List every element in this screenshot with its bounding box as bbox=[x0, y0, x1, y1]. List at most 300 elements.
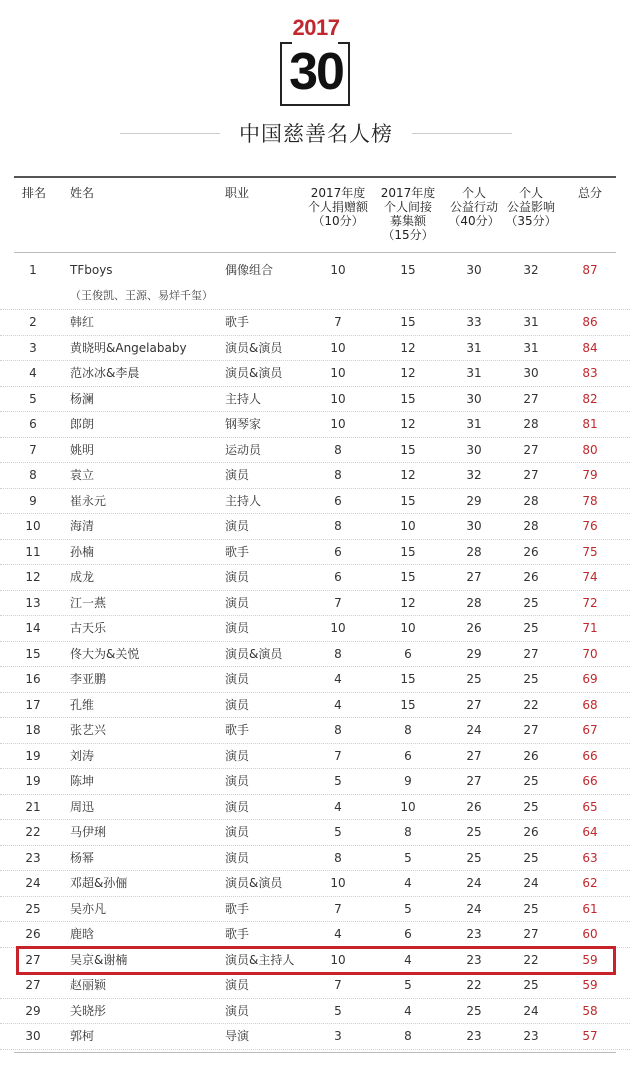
total-score-cell: 87 bbox=[582, 263, 598, 277]
rank-cell: 6 bbox=[29, 417, 37, 431]
table-row bbox=[0, 387, 630, 413]
name-cell: 江一燕 bbox=[70, 595, 107, 610]
total-score-cell: 83 bbox=[582, 366, 598, 380]
influence-cell: 24 bbox=[523, 1003, 539, 1018]
indirect-cell: 15 bbox=[400, 493, 416, 508]
rank-cell: 25 bbox=[25, 901, 41, 916]
name-cell: 邓超&孙俪 bbox=[70, 876, 128, 890]
table-row bbox=[0, 667, 630, 693]
donation-cell: 10 bbox=[330, 952, 346, 967]
rank-cell: 23 bbox=[25, 850, 41, 865]
donation-cell: 4 bbox=[334, 672, 342, 686]
name-cell: 刘涛 bbox=[70, 748, 95, 763]
indirect-cell: 12 bbox=[400, 340, 416, 355]
influence-cell: 25 bbox=[523, 850, 539, 865]
header-action bbox=[444, 186, 504, 228]
donation-cell: 7 bbox=[334, 315, 342, 329]
header-influence-line: 公益影响 bbox=[506, 200, 555, 214]
influence-cell: 27 bbox=[523, 646, 539, 661]
total-score-cell: 84 bbox=[582, 340, 598, 355]
indirect-cell: 12 bbox=[400, 468, 416, 482]
total-score-cell: 68 bbox=[582, 697, 598, 712]
indirect-cell: 4 bbox=[404, 1003, 412, 1018]
indirect-cell: 15 bbox=[400, 697, 416, 712]
group-members-note: （王俊凯、王源、易烊千玺） bbox=[70, 289, 213, 302]
donation-cell: 7 bbox=[334, 978, 342, 992]
logo-number: 30 bbox=[289, 43, 343, 101]
total-score-cell: 65 bbox=[582, 799, 598, 814]
header-indirect-line: 2017年度 bbox=[380, 186, 436, 200]
header-action-line: （40分） bbox=[448, 214, 500, 228]
action-cell: 22 bbox=[466, 978, 482, 992]
total-score-cell: 62 bbox=[582, 876, 598, 890]
donation-cell: 10 bbox=[330, 263, 346, 277]
indirect-cell: 15 bbox=[400, 391, 416, 406]
donation-cell: 10 bbox=[330, 621, 346, 635]
influence-cell: 25 bbox=[523, 774, 539, 788]
donation-cell: 8 bbox=[334, 442, 342, 457]
indirect-cell: 15 bbox=[400, 672, 416, 686]
name-cell: 陈坤 bbox=[70, 774, 95, 788]
total-score-cell: 59 bbox=[582, 978, 598, 992]
donation-cell: 10 bbox=[330, 391, 346, 406]
table-row bbox=[0, 591, 630, 617]
donation-cell: 5 bbox=[334, 1003, 342, 1018]
donation-cell: 8 bbox=[334, 850, 342, 865]
rank-cell: 17 bbox=[25, 697, 41, 712]
indirect-cell: 5 bbox=[404, 978, 412, 992]
job-cell: 歌手 bbox=[225, 315, 250, 329]
logo-year: 2017 bbox=[292, 15, 340, 40]
donation-cell: 6 bbox=[334, 570, 342, 584]
action-cell: 26 bbox=[466, 799, 482, 814]
indirect-cell: 12 bbox=[400, 366, 416, 380]
influence-cell: 27 bbox=[523, 468, 539, 482]
job-cell: 演员&演员 bbox=[225, 366, 283, 380]
job-cell: 演员 bbox=[225, 672, 250, 686]
name-cell: 郭柯 bbox=[70, 1029, 95, 1043]
rank-cell: 1 bbox=[29, 263, 37, 277]
job-cell: 偶像组合 bbox=[225, 263, 274, 277]
indirect-cell: 10 bbox=[400, 621, 416, 635]
job-cell: 演员 bbox=[225, 519, 250, 533]
donation-cell: 7 bbox=[334, 595, 342, 610]
influence-cell: 27 bbox=[523, 442, 539, 457]
name-cell: 黄晓明&Angelababy bbox=[70, 340, 187, 355]
job-cell: 歌手 bbox=[225, 927, 250, 941]
name-cell: 韩红 bbox=[70, 315, 95, 329]
total-score-cell: 80 bbox=[582, 442, 598, 457]
donation-cell: 8 bbox=[334, 519, 342, 533]
name-cell: 郎朗 bbox=[70, 417, 95, 431]
name-cell: 吴亦凡 bbox=[70, 901, 107, 916]
total-score-cell: 63 bbox=[582, 850, 598, 865]
job-cell: 演员 bbox=[225, 468, 250, 482]
indirect-cell: 4 bbox=[404, 876, 412, 890]
rank-cell: 12 bbox=[25, 570, 41, 584]
table-row bbox=[0, 514, 630, 540]
table-row bbox=[0, 463, 630, 489]
total-score-cell: 79 bbox=[582, 468, 598, 482]
job-cell: 演员 bbox=[225, 697, 250, 712]
rank-cell: 5 bbox=[29, 391, 37, 406]
total-score-cell: 71 bbox=[582, 621, 598, 635]
rank-cell: 29 bbox=[25, 1003, 41, 1018]
total-score-cell: 72 bbox=[582, 595, 598, 610]
action-cell: 30 bbox=[466, 391, 482, 406]
header-influence-line: 个人 bbox=[518, 186, 543, 200]
indirect-cell: 6 bbox=[404, 646, 412, 661]
action-cell: 24 bbox=[466, 901, 482, 916]
indirect-cell: 15 bbox=[400, 263, 416, 277]
influence-cell: 25 bbox=[523, 621, 539, 635]
influence-cell: 32 bbox=[523, 263, 539, 277]
name-cell: 杨澜 bbox=[70, 391, 95, 406]
total-score-cell: 81 bbox=[582, 417, 598, 431]
total-score-cell: 82 bbox=[582, 391, 598, 406]
indirect-cell: 6 bbox=[404, 748, 412, 763]
indirect-cell: 8 bbox=[404, 723, 412, 737]
header-action-line: 公益行动 bbox=[449, 200, 498, 214]
influence-cell: 28 bbox=[523, 493, 539, 508]
rank-cell: 7 bbox=[29, 442, 37, 457]
header-donation bbox=[303, 186, 373, 228]
influence-cell: 25 bbox=[523, 978, 539, 992]
rank-cell: 21 bbox=[25, 799, 41, 814]
name-cell: 马伊琍 bbox=[70, 825, 107, 839]
job-cell: 演员&演员 bbox=[225, 340, 283, 355]
header-indirect bbox=[373, 186, 443, 242]
table-bottom-rule bbox=[14, 1052, 616, 1053]
total-score-cell: 69 bbox=[582, 672, 598, 686]
rank-cell: 2 bbox=[29, 315, 37, 329]
name-cell: TFboys bbox=[70, 263, 113, 277]
donation-cell: 4 bbox=[334, 927, 342, 941]
action-cell: 30 bbox=[466, 442, 482, 457]
header-rank: 排名 bbox=[22, 186, 47, 200]
table-row bbox=[0, 616, 630, 642]
action-cell: 31 bbox=[466, 340, 482, 355]
name-cell: 杨幂 bbox=[70, 850, 95, 865]
influence-cell: 27 bbox=[523, 927, 539, 941]
influence-cell: 28 bbox=[523, 417, 539, 431]
total-score-cell: 60 bbox=[582, 927, 598, 941]
job-cell: 演员&演员 bbox=[225, 646, 283, 661]
action-cell: 26 bbox=[466, 621, 482, 635]
influence-cell: 25 bbox=[523, 672, 539, 686]
action-cell: 23 bbox=[466, 952, 482, 967]
total-score-cell: 59 bbox=[582, 952, 598, 967]
action-cell: 31 bbox=[466, 366, 482, 380]
influence-cell: 26 bbox=[523, 544, 539, 559]
header-influence-line: （35分） bbox=[505, 214, 557, 228]
influence-cell: 26 bbox=[523, 570, 539, 584]
rank-cell: 15 bbox=[25, 646, 41, 661]
total-score-cell: 86 bbox=[582, 315, 598, 329]
logo-2017-30 bbox=[280, 15, 352, 101]
job-cell: 演员 bbox=[225, 748, 250, 763]
table-row bbox=[0, 922, 630, 948]
job-cell: 导演 bbox=[225, 1029, 250, 1043]
indirect-cell: 15 bbox=[400, 544, 416, 559]
name-cell: 孔维 bbox=[70, 697, 95, 712]
influence-cell: 26 bbox=[523, 748, 539, 763]
indirect-cell: 10 bbox=[400, 519, 416, 533]
indirect-cell: 6 bbox=[404, 927, 412, 941]
name-cell: 古天乐 bbox=[70, 621, 107, 635]
header-influence bbox=[501, 186, 561, 228]
table-row-highlighted bbox=[18, 948, 614, 974]
action-cell: 33 bbox=[466, 315, 482, 329]
rank-cell: 18 bbox=[25, 723, 41, 737]
table-top-rule bbox=[14, 176, 616, 178]
header-job: 职业 bbox=[225, 186, 250, 200]
table-row bbox=[0, 846, 630, 872]
job-cell: 演员 bbox=[225, 570, 250, 584]
action-cell: 28 bbox=[466, 595, 482, 610]
rank-cell: 19 bbox=[25, 774, 41, 788]
name-cell: 吴京&谢楠 bbox=[70, 952, 128, 967]
indirect-cell: 8 bbox=[404, 1029, 412, 1043]
donation-cell: 8 bbox=[334, 468, 342, 482]
indirect-cell: 4 bbox=[404, 952, 412, 967]
table-header bbox=[0, 186, 630, 246]
influence-cell: 31 bbox=[523, 315, 539, 329]
donation-cell: 10 bbox=[330, 366, 346, 380]
total-score-cell: 61 bbox=[582, 901, 598, 916]
title-divider-left bbox=[120, 133, 220, 134]
rank-cell: 9 bbox=[29, 493, 37, 508]
header-indirect-line: 个人间接 bbox=[383, 200, 432, 214]
job-cell: 演员 bbox=[225, 774, 250, 788]
action-cell: 25 bbox=[466, 825, 482, 839]
action-cell: 27 bbox=[466, 570, 482, 584]
table-row bbox=[0, 693, 630, 719]
indirect-cell: 12 bbox=[400, 417, 416, 431]
table-row bbox=[0, 769, 630, 795]
donation-cell: 7 bbox=[334, 901, 342, 916]
indirect-cell: 15 bbox=[400, 442, 416, 457]
table-row bbox=[0, 540, 630, 566]
influence-cell: 23 bbox=[523, 1029, 539, 1043]
rank-cell: 24 bbox=[25, 876, 41, 890]
table-row bbox=[0, 642, 630, 668]
action-cell: 28 bbox=[466, 544, 482, 559]
job-cell: 歌手 bbox=[225, 723, 250, 737]
name-cell: 姚明 bbox=[70, 442, 95, 457]
influence-cell: 28 bbox=[523, 519, 539, 533]
name-cell: 赵丽颖 bbox=[70, 978, 107, 992]
rank-cell: 19 bbox=[25, 748, 41, 763]
rank-cell: 16 bbox=[25, 672, 41, 686]
donation-cell: 5 bbox=[334, 825, 342, 839]
rank-cell: 4 bbox=[29, 366, 37, 380]
total-score-cell: 70 bbox=[582, 646, 598, 661]
table-row bbox=[0, 438, 630, 464]
name-cell: 周迅 bbox=[70, 799, 95, 814]
influence-cell: 31 bbox=[523, 340, 539, 355]
rank-cell: 10 bbox=[25, 519, 41, 533]
table-row bbox=[0, 336, 630, 362]
table-row bbox=[0, 565, 630, 591]
action-cell: 29 bbox=[466, 493, 482, 508]
name-cell: 佟大为&关悦 bbox=[70, 646, 140, 661]
total-score-cell: 57 bbox=[582, 1029, 598, 1043]
influence-cell: 27 bbox=[523, 723, 539, 737]
table-row bbox=[0, 412, 630, 438]
donation-cell: 10 bbox=[330, 340, 346, 355]
table-row bbox=[0, 310, 630, 336]
name-cell: 范冰冰&李晨 bbox=[70, 366, 140, 380]
indirect-cell: 5 bbox=[404, 850, 412, 865]
job-cell: 演员 bbox=[225, 799, 250, 814]
job-cell: 演员 bbox=[225, 1003, 250, 1018]
job-cell: 主持人 bbox=[225, 391, 262, 406]
total-score-cell: 75 bbox=[582, 544, 598, 559]
total-score-cell: 74 bbox=[582, 570, 598, 584]
job-cell: 钢琴家 bbox=[225, 417, 262, 431]
rank-cell: 26 bbox=[25, 927, 41, 941]
name-cell: 鹿晗 bbox=[70, 927, 95, 941]
action-cell: 25 bbox=[466, 850, 482, 865]
total-score-cell: 78 bbox=[582, 493, 598, 508]
table-row bbox=[0, 820, 630, 846]
table-row bbox=[0, 744, 630, 770]
table-row bbox=[0, 489, 630, 515]
title-divider-right bbox=[412, 133, 512, 134]
total-score-cell: 66 bbox=[582, 774, 598, 788]
rank-cell: 14 bbox=[25, 621, 41, 635]
action-cell: 25 bbox=[466, 1003, 482, 1018]
table-row bbox=[0, 258, 630, 310]
donation-cell: 4 bbox=[334, 697, 342, 712]
name-cell: 张艺兴 bbox=[70, 723, 107, 737]
name-cell: 孙楠 bbox=[70, 544, 95, 559]
donation-cell: 7 bbox=[334, 748, 342, 763]
header-donation-line: 2017年度 bbox=[310, 186, 366, 200]
header-indirect-line: 募集额 bbox=[389, 214, 426, 228]
header-rule bbox=[14, 252, 616, 253]
action-cell: 24 bbox=[466, 723, 482, 737]
rank-cell: 27 bbox=[25, 952, 41, 967]
rank-cell: 30 bbox=[25, 1029, 41, 1043]
header-donation-line: （10分） bbox=[312, 214, 364, 228]
name-cell: 袁立 bbox=[70, 468, 95, 482]
indirect-cell: 15 bbox=[400, 315, 416, 329]
donation-cell: 10 bbox=[330, 417, 346, 431]
table-row bbox=[0, 795, 630, 821]
name-cell: 海清 bbox=[70, 519, 95, 533]
rank-cell: 8 bbox=[29, 468, 37, 482]
influence-cell: 25 bbox=[523, 595, 539, 610]
action-cell: 30 bbox=[466, 519, 482, 533]
action-cell: 23 bbox=[466, 1029, 482, 1043]
action-cell: 27 bbox=[466, 748, 482, 763]
indirect-cell: 12 bbox=[400, 595, 416, 610]
table-row bbox=[0, 999, 630, 1025]
name-cell: 李亚鹏 bbox=[70, 672, 107, 686]
total-score-cell: 76 bbox=[582, 519, 598, 533]
job-cell: 演员&主持人 bbox=[225, 952, 295, 967]
header-total: 总分 bbox=[577, 186, 602, 200]
indirect-cell: 9 bbox=[404, 774, 412, 788]
indirect-cell: 10 bbox=[400, 799, 416, 814]
action-cell: 25 bbox=[466, 672, 482, 686]
influence-cell: 24 bbox=[523, 876, 539, 890]
job-cell: 演员&演员 bbox=[225, 876, 283, 890]
table-row bbox=[0, 1024, 630, 1050]
name-cell: 崔永元 bbox=[70, 493, 107, 508]
table-row bbox=[0, 361, 630, 387]
indirect-cell: 5 bbox=[404, 901, 412, 916]
influence-cell: 25 bbox=[523, 799, 539, 814]
influence-cell: 25 bbox=[523, 901, 539, 916]
rank-cell: 13 bbox=[25, 595, 41, 610]
influence-cell: 30 bbox=[523, 366, 539, 380]
table-row bbox=[0, 871, 630, 897]
total-score-cell: 66 bbox=[582, 748, 598, 763]
indirect-cell: 15 bbox=[400, 570, 416, 584]
action-cell: 23 bbox=[466, 927, 482, 941]
action-cell: 30 bbox=[466, 263, 482, 277]
action-cell: 24 bbox=[466, 876, 482, 890]
header-name: 姓名 bbox=[70, 186, 95, 200]
rank-cell: 3 bbox=[29, 340, 37, 355]
job-cell: 演员 bbox=[225, 978, 250, 992]
total-score-cell: 67 bbox=[582, 723, 598, 737]
header-indirect-line: （15分） bbox=[382, 228, 434, 242]
donation-cell: 5 bbox=[334, 774, 342, 788]
title-row bbox=[0, 118, 630, 150]
action-cell: 27 bbox=[466, 774, 482, 788]
total-score-cell: 64 bbox=[582, 825, 598, 839]
name-cell: 关晓彤 bbox=[70, 1003, 107, 1018]
action-cell: 32 bbox=[466, 468, 482, 482]
influence-cell: 26 bbox=[523, 825, 539, 839]
table-row bbox=[0, 718, 630, 744]
donation-cell: 8 bbox=[334, 723, 342, 737]
job-cell: 主持人 bbox=[225, 493, 262, 508]
rank-cell: 22 bbox=[25, 825, 41, 839]
influence-cell: 27 bbox=[523, 391, 539, 406]
job-cell: 演员 bbox=[225, 595, 250, 610]
indirect-cell: 8 bbox=[404, 825, 412, 839]
donation-cell: 6 bbox=[334, 544, 342, 559]
action-cell: 29 bbox=[466, 646, 482, 661]
job-cell: 运动员 bbox=[225, 442, 262, 457]
influence-cell: 22 bbox=[523, 697, 539, 712]
donation-cell: 3 bbox=[334, 1029, 342, 1043]
donation-cell: 6 bbox=[334, 493, 342, 508]
donation-cell: 8 bbox=[334, 646, 342, 661]
action-cell: 31 bbox=[466, 417, 482, 431]
header-action-line: 个人 bbox=[461, 186, 486, 200]
job-cell: 演员 bbox=[225, 621, 250, 635]
job-cell: 演员 bbox=[225, 850, 250, 865]
rank-cell: 11 bbox=[25, 544, 41, 559]
donation-cell: 10 bbox=[330, 876, 346, 890]
header-donation-line: 个人捐赠额 bbox=[307, 200, 368, 214]
job-cell: 歌手 bbox=[225, 901, 250, 916]
name-cell: 成龙 bbox=[70, 570, 95, 584]
table-row bbox=[0, 973, 630, 999]
ranking-table-body bbox=[0, 258, 630, 1050]
job-cell: 演员 bbox=[225, 825, 250, 839]
rank-cell: 27 bbox=[25, 978, 41, 992]
action-cell: 27 bbox=[466, 697, 482, 712]
page-title: 中国慈善名人榜 bbox=[239, 122, 393, 146]
job-cell: 歌手 bbox=[225, 544, 250, 559]
